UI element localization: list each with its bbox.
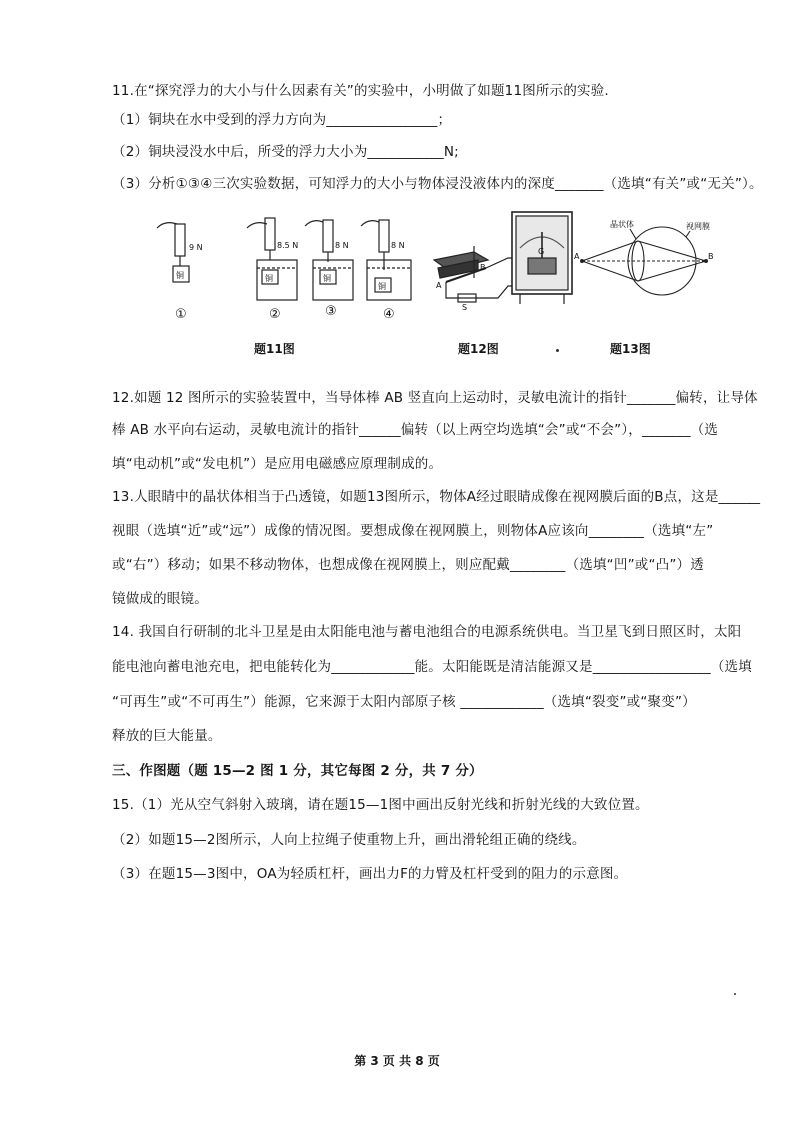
spring-scale-1 — [175, 224, 185, 256]
q15-part1: 15.（1）光从空气斜射入玻璃，请在题15—1图中画出反射光线和折射光线的大致位置。 — [112, 797, 649, 813]
q14-line2: 能电池向蓄电池充电，把电能转化为____________能。太阳能既是清洁能源又是_________________（选填 — [112, 659, 752, 675]
reading-3: 8 N — [335, 241, 349, 250]
page-number: 第 3 页 共 8 页 — [354, 1054, 440, 1068]
label-2: ② — [269, 307, 281, 322]
label-1: ① — [175, 307, 187, 322]
q11-part1: （1）铜块在水中受到的浮力方向为________________； — [112, 112, 452, 128]
scan-speck — [734, 993, 736, 995]
block-label-1: 铜 — [176, 271, 184, 280]
spring-scale-2 — [265, 218, 275, 250]
q14-line1: 14. 我国自行研制的北斗卫星是由太阳能电池与蓄电池组合的电源系统供电。当卫星飞到日照区时，太阳 — [112, 624, 742, 640]
q12-line1: 12.如题 12 图所示的实验装置中，当导体棒 AB 竖直向上运动时，灵敏电流计的指针_______偏转，让导体 — [112, 390, 758, 406]
reading-4: 8 N — [391, 241, 405, 250]
label-lens: 晶状体 — [610, 220, 634, 229]
q11-part2: （2）铜块浸没水中后，所受的浮力大小为___________N; — [112, 144, 459, 160]
scan-speck — [556, 349, 559, 352]
block-label-2: 铜 — [265, 274, 273, 283]
q15-part2: （2）如题15—2图所示，人向上拉绳子使重物上升，画出滑轮组正确的绕线。 — [112, 832, 586, 848]
figure-12-induction-apparatus — [428, 208, 578, 318]
spring-scale-4 — [379, 220, 389, 252]
figure-13-eye-diagram — [574, 215, 724, 315]
label-image-b: B — [708, 252, 714, 261]
label-b: B — [480, 263, 486, 272]
spring-scale-3 — [323, 220, 333, 252]
label-retina: 视网膜 — [686, 222, 710, 231]
label-a: A — [436, 281, 442, 290]
q12-line2: 棒 AB 水平向右运动，灵敏电流计的指针______偏转（以上两空均选填“会”或“不会”），_______（选 — [112, 422, 719, 438]
caption-figure-13: 题13图 — [610, 342, 651, 356]
q13-line1: 13.人眼睛中的晶状体相当于凸透镜，如题13图所示，物体A经过眼睛成像在视网膜后面的B点，这是______ — [112, 489, 761, 505]
block-label-4: 铜 — [378, 282, 386, 291]
reading-1: 9 N — [189, 243, 203, 252]
q14-line4: 释放的巨大能量。 — [112, 728, 222, 744]
ray-lower-out — [638, 261, 706, 281]
reading-2: 8.5 N — [277, 241, 299, 250]
beaker-2 — [257, 260, 297, 300]
q13-line2: 视眼（选填“近”或“远”）成像的情况图。要想成像在视网膜上，则物体A应该向________（选填“左” — [112, 523, 714, 539]
q13-line4: 镜做成的眼镜。 — [112, 591, 208, 607]
q11-part3: （3）分析①③④三次实验数据，可知浮力的大小与物体浸没液体内的深度_______（选填“有关”或“无关”）。 — [112, 176, 763, 192]
q15-part3: （3）在题15—3图中，OA为轻质杠杆，画出力F的力臂及杠杆受到的阻力的示意图。 — [112, 866, 628, 882]
q12-line3: 填“电动机”或“发电机”）是应用电磁感应原理制成的。 — [112, 456, 443, 472]
q14-line3: “可再生”或“不可再生”）能源，它来源于太阳内部原子核 ____________（选填“裂变”或“聚变”） — [112, 694, 696, 710]
ray-upper-out — [638, 241, 706, 261]
label-4: ④ — [383, 307, 395, 322]
section-3-title: 三、作图题（题 15—2 图 1 分，其它每图 2 分，共 7 分） — [112, 763, 483, 779]
q13-line3: 或“右”）移动；如果不移动物体，也想成像在视网膜上，则应配戴________（选填“凹”或“凸”）透 — [112, 557, 704, 573]
beaker-3 — [313, 260, 353, 300]
label-g: G — [538, 247, 545, 256]
label-s: S — [462, 303, 468, 312]
label-object-a: A — [574, 252, 580, 261]
caption-figure-12: 题12图 — [458, 342, 499, 356]
figure-11-buoyancy-experiment — [145, 208, 425, 323]
hand-1 — [157, 223, 177, 228]
block-label-3: 铜 — [323, 274, 331, 283]
caption-figure-11: 题11图 — [254, 342, 295, 356]
q11-stem: 11.在“探究浮力的大小与什么因素有关”的实验中，小明做了如题11图所示的实验. — [112, 83, 609, 99]
beaker-4 — [367, 260, 411, 300]
label-3: ③ — [325, 304, 337, 319]
